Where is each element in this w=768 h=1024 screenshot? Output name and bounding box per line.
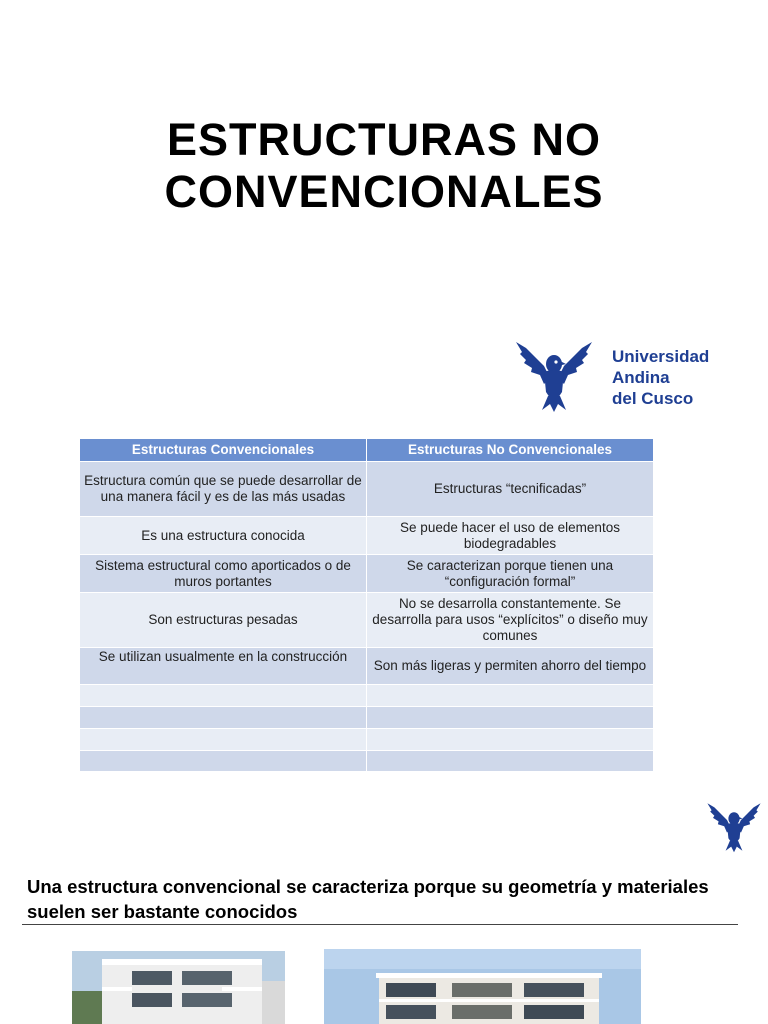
condor-icon [706, 800, 762, 854]
table-row [80, 729, 654, 751]
university-name [612, 346, 709, 409]
page-title [0, 114, 768, 218]
section-heading: Una estructura convencional se caracteriza porque su geometría y materiales suelen ser bastante conocidos [27, 876, 709, 922]
table-cell [367, 751, 654, 772]
table-cell [367, 729, 654, 751]
table-row [80, 593, 654, 648]
university-name-line-1: Universidad [612, 347, 710, 366]
university-name-line-2: Andina [612, 368, 670, 387]
table-row [80, 707, 654, 729]
table-header-row [80, 439, 654, 462]
table-cell [80, 685, 367, 707]
table-row [80, 517, 654, 555]
column-header: Estructuras No Convencionales [367, 439, 654, 462]
title-line-2: CONVENCIONALES [164, 166, 604, 217]
table-cell: Se caracterizan porque tienen una “configuración formal” [367, 555, 654, 593]
table-row [80, 751, 654, 772]
comparison-table [79, 438, 654, 772]
table-row [80, 685, 654, 707]
table-row [80, 555, 654, 593]
table-cell [80, 729, 367, 751]
table-row [80, 648, 654, 685]
condor-icon [514, 338, 594, 414]
column-header: Estructuras Convencionales [80, 439, 367, 462]
divider [22, 924, 738, 925]
table-cell: Es una estructura conocida [80, 517, 367, 555]
university-name-line-3: del Cusco [612, 389, 694, 408]
table-cell: Sistema estructural como aporticados o de muros portantes [80, 555, 367, 593]
table-cell: Estructuras “tecnificadas” [367, 462, 654, 517]
title-line-1: ESTRUCTURAS NO [166, 114, 601, 165]
table-cell: Son más ligeras y permiten ahorro del tiempo [367, 648, 654, 685]
table-cell: Se utilizan usualmente en la construcción [80, 648, 367, 685]
table-cell [367, 707, 654, 729]
university-logo [514, 338, 734, 418]
table-cell: Estructura común que se puede desarrollar de una manera fácil y es de las más usadas [80, 462, 367, 517]
table-row [80, 462, 654, 517]
table-cell: Se puede hacer el uso de elementos biodegradables [367, 517, 654, 555]
table-cell: No se desarrolla constantemente. Se desarrolla para usos “explícitos” o diseño muy comunes [367, 593, 654, 648]
table-cell: Son estructuras pesadas [80, 593, 367, 648]
building-photo [324, 949, 641, 1024]
table-cell [80, 707, 367, 729]
table-cell [80, 751, 367, 772]
building-photo [72, 951, 285, 1024]
table-cell [367, 685, 654, 707]
